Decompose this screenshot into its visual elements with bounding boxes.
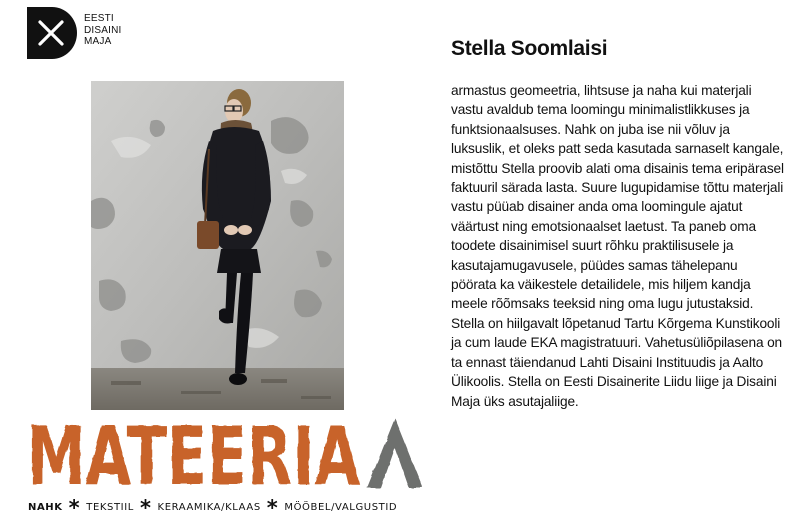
logo-line: DISAINI	[84, 24, 122, 36]
wordmark-final-letter-icon	[367, 418, 423, 488]
asterisk-separator: *	[266, 496, 279, 520]
asterisk-separator: *	[68, 496, 81, 520]
logo-line: EESTI	[84, 13, 114, 24]
logo-text	[84, 13, 122, 48]
asterisk-separator: *	[139, 496, 152, 520]
eesti-disaini-maja-logo	[27, 7, 142, 59]
mateeria-wordmark	[27, 410, 427, 503]
category-moobel-valgustid: MÖÖBEL/VALGUSTID	[284, 501, 398, 513]
logo-mark-icon	[27, 7, 77, 59]
category-list	[28, 496, 398, 520]
wordmark-text: MATEERIA	[27, 410, 361, 503]
logo-line: MAJA	[84, 36, 112, 47]
category-tekstiil: TEKSTIIL	[86, 501, 134, 513]
category-nahk: NAHK	[28, 501, 63, 513]
designer-biography: armastus geomeetria, lihtsuse ja naha kui materjali vastu avaldub tema loomingu minimalistlikkuses ja funktsionaalsuses. Nahk on juba ise nii võluv ja luksuslik, et oleks patt seda kasutada sarnaselt kangale, mistõttu Stella proovib alati oma disainis tema eripärasel faktuuril särada lasta. Suure lugupidamise tõttu materjali vastu püüab disainer anda oma loomingule ajatut väärtust ning emotsionaalset laetust. Ta paneb oma toodete disainimisel suurt rõhku praktilisusele ja kasutajamugavusele, püüdes samas tähelepanu pöörata ka väikestele detailidele, mis hiljem kandja meele rõõmsaks teeksid ning oma lugu jutustaksid. Stella on hiilgavalt lõpetanud Tartu Kõrgema Kunstikooli ja cum laude EKA magistratuuri. Vahetusüliõpilasena on ta ennast täiendanud Lahti Disaini Instituudis ja Aalto Ülikoolis. Stella on Eesti Disainerite Liidu liige ja Disaini Maja üks asutajaliige.	[451, 83, 784, 409]
portrait-photo	[91, 81, 344, 410]
category-keraamika-klaas: KERAAMIKA/KLAAS	[157, 501, 261, 513]
designer-name-title: Stella Soomlaisi	[451, 37, 608, 60]
